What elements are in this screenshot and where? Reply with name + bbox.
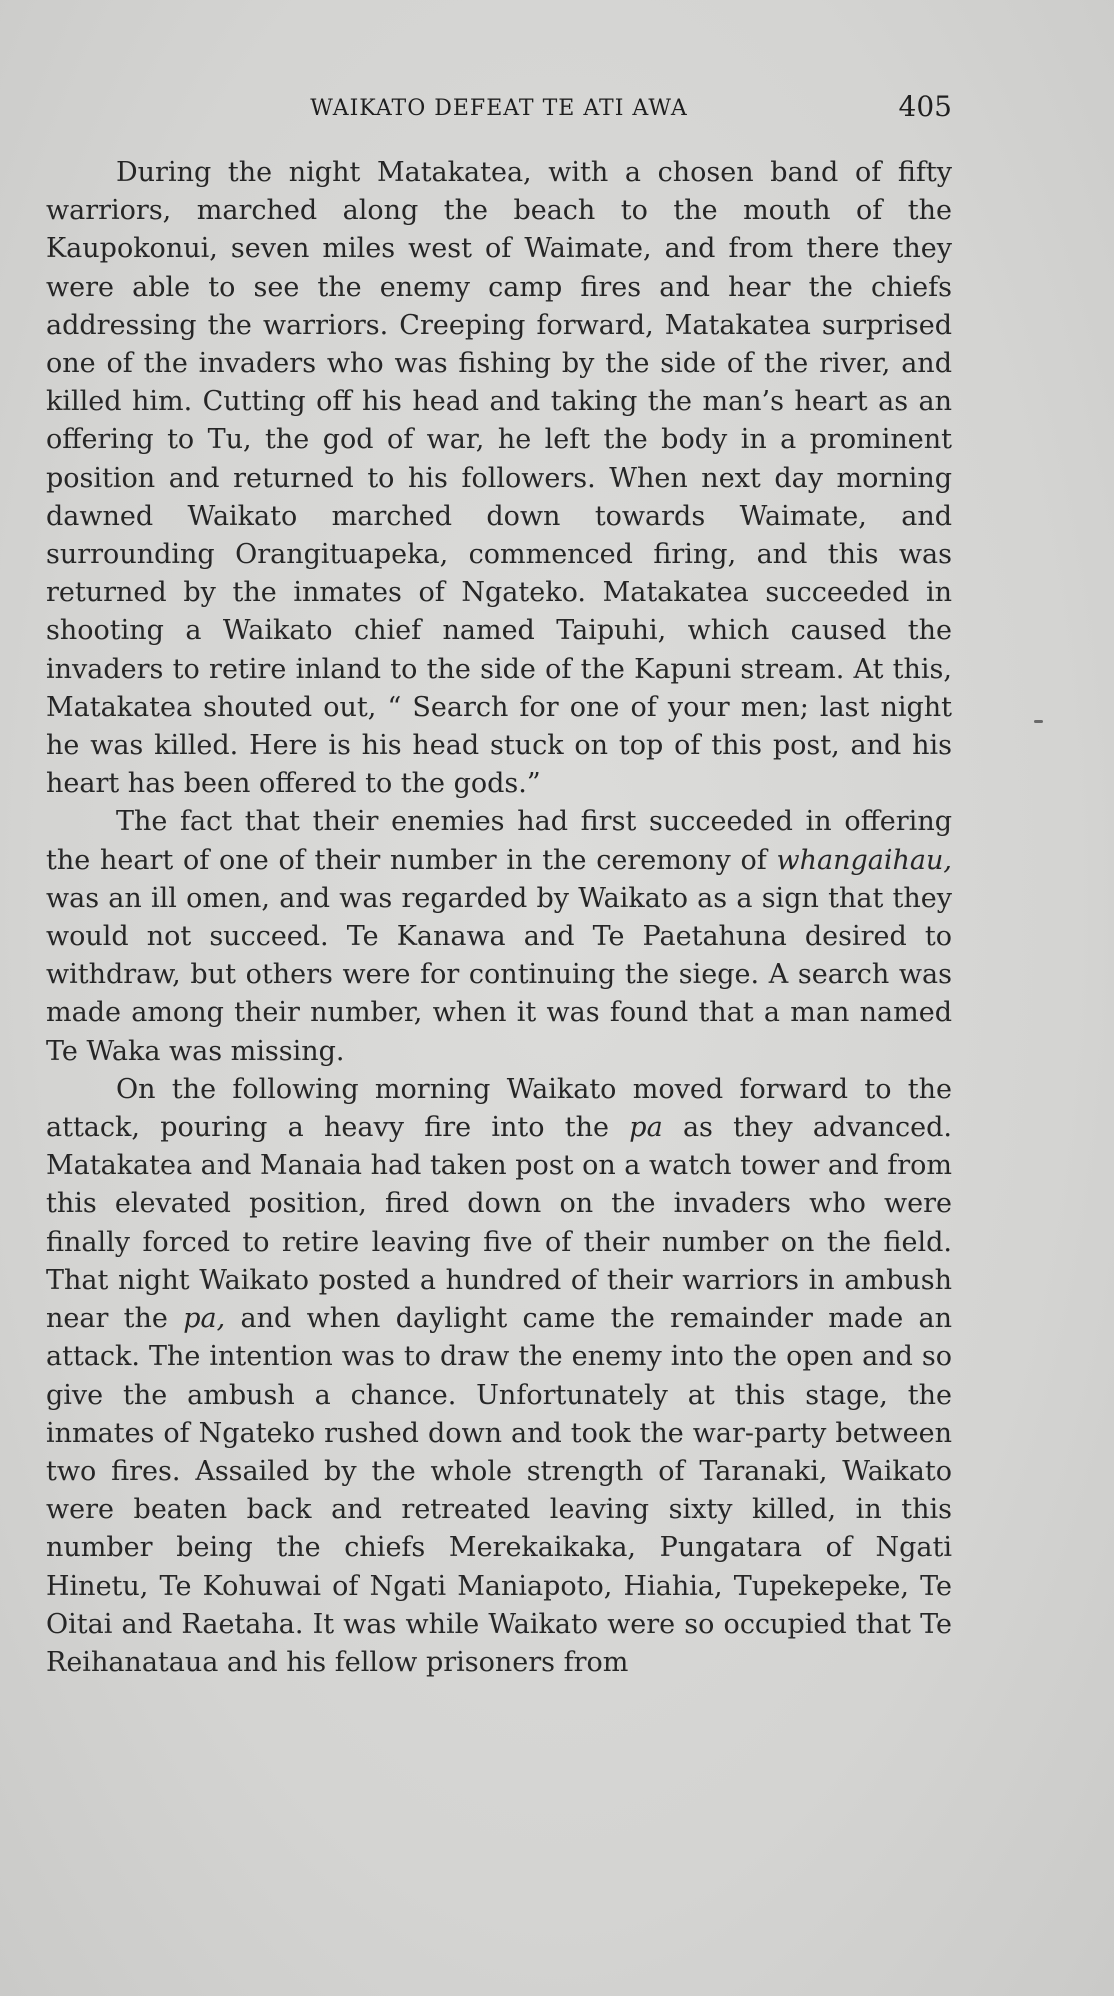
italic-term: pa,: [183, 1303, 226, 1335]
paragraph-2-text-start: The fact that their enemies had first succeeded in offering the heart of one of their number in the ceremony of: [46, 806, 952, 876]
italic-term: pa: [629, 1112, 663, 1144]
italic-term: whangaihau,: [776, 844, 952, 876]
paragraph-1-text: During the night Matakatea, with a chosen band of fifty warriors, marched along the beach to the mouth of the Kaupokonui, seven miles west of Waimate, and from there they were able to see the enemy camp fires and hear the chiefs addressing the warriors. Creeping forward, Matakatea surprised one of the invaders who was fishing by the side of the river, and killed him. Cutting off his head and taking the man’s heart as an offering to Tu, the god of war, he left the body in a prominent position and returned to his followers. When next day morning dawned Waikato marched down towards Waimate, and surrounding Orangituapeka, commenced firing, and this was returned by the inmates of Ngateko. Matakatea succeeded in shooting a Waikato chief named Taipuhi, which caused the invaders to retire inland to the side of the Kapuni stream. At this, Matakatea shouted out, “ Search for one of your men; last night he was killed. Here is his head stuck on top of this post, and his heart has been offered to the gods.”: [46, 157, 952, 800]
paragraph-2: [46, 803, 952, 1070]
body-text: [46, 154, 952, 1682]
paragraph-2-text-end: was an ill omen, and was regarded by Waikato as a sign that they would not succeed. Te Kanawa and Te Paetahuna desired to withdraw, but others were for continuing the siege. A search was made among their number, when it was found that a man named Te Waka was missing.: [46, 882, 952, 1067]
margin-speck: [1034, 720, 1043, 723]
page-header: [46, 86, 952, 126]
paragraph-3-text-start: On the following morning Waikato moved forward to the attack, pouring a heavy fire into the: [46, 1073, 952, 1144]
paragraph-3: [46, 1071, 952, 1682]
page-number: 405: [898, 90, 952, 123]
paragraph-1: [46, 154, 952, 803]
paragraph-3-text-middle: as they advanced. Matakatea and Manaia had taken post on a watch tower and from this elevated position, fired down on the invaders who were finally forced to retire leaving five of their number on the field. That night Waikato posted a hundred of their warriors in ambush near the: [46, 1112, 952, 1335]
running-title: WAIKATO DEFEAT TE ATI AWA: [310, 96, 688, 121]
paragraph-3-text-end: and when daylight came the remainder made an attack. The intention was to draw the enemy into the open and so give the ambush a chance. Unfortunately at this stage, the inmates of Ngateko rushed down and took the war-party between two fires. Assailed by the whole strength of Taranaki, Waikato were beaten back and retreated leaving sixty killed, in this number being the chiefs Merekaikaka, Pungatara of Ngati Hinetu, Te Kohuwai of Ngati Maniapoto, Hiahia, Tupekepeke, Te Oitai and Raetaha. It was while Waikato were so occupied that Te Reihanataua and his fellow prisoners from: [46, 1303, 952, 1678]
